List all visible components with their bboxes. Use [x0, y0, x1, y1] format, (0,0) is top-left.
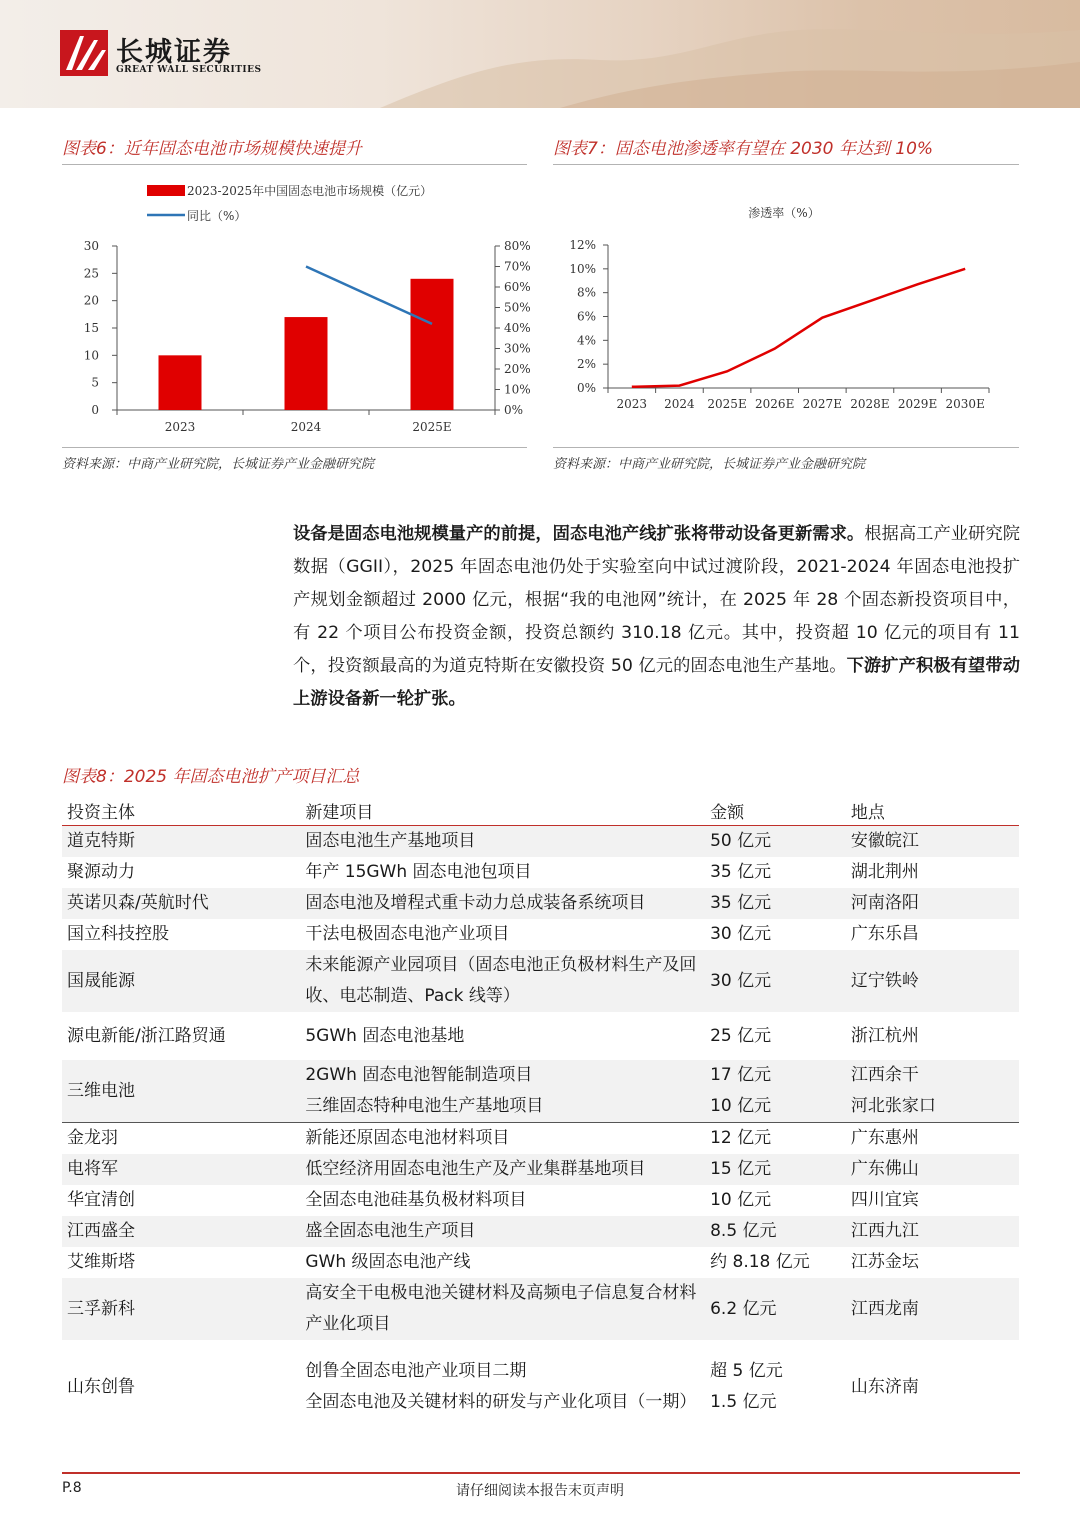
legend-bar-label: 2023-2025年中国固态电池市场规模（亿元） — [187, 184, 433, 198]
cell-investor: 江西盛全 — [62, 1216, 300, 1247]
y-left-tick-label: 25 — [83, 266, 99, 281]
great-wall-logo-icon — [60, 30, 108, 76]
cell-project: 固态电池及增程式重卡动力总成装备系统项目 — [300, 888, 705, 919]
y-left-tick-label: 0 — [91, 403, 99, 417]
figure6-bottom-rule — [62, 447, 527, 448]
cell-project: 5GWh 固态电池基地 — [305, 1025, 465, 1046]
cell-project-group — [300, 1340, 705, 1434]
cell-investor: 三孚新科 — [62, 1278, 300, 1340]
cell-amount: 6.2 亿元 — [705, 1278, 846, 1340]
footer-rule — [62, 1472, 1020, 1474]
cell-project: 干法电极固态电池产业项目 — [305, 924, 510, 944]
x-tick-label: 2025E — [707, 397, 747, 411]
cell-investor: 电将军 — [62, 1154, 300, 1185]
bar-2023 — [159, 355, 202, 410]
y-tick-label: 0% — [576, 381, 596, 395]
figure7-top-rule — [553, 164, 1019, 165]
cell-investor: 艾维斯塔 — [67, 1252, 135, 1272]
x-tick-label: 2026E — [755, 397, 795, 411]
y-left-tick-label: 15 — [83, 321, 99, 335]
company-name-en: GREAT WALL SECURITIES — [116, 65, 262, 75]
x-tick-label: 2030E — [945, 397, 985, 411]
cell-project-group — [300, 1060, 705, 1123]
cell-project: 低空经济用固态电池生产及产业集群基地项目 — [300, 1154, 705, 1185]
cell-location: 湖北荆州 — [850, 862, 919, 882]
cell-location: 安徽皖江 — [846, 826, 1019, 858]
chart7-title: 渗透率（%） — [748, 206, 820, 220]
legend-line-label: 同比（%） — [187, 209, 247, 223]
cell-project: 固态电池生产基地项目 — [300, 826, 705, 858]
table-row — [62, 857, 1019, 888]
figure7-chart — [553, 172, 1020, 442]
x-tick-label: 2024 — [290, 420, 322, 434]
projects-table — [62, 795, 1019, 1434]
y-tick-label: 4% — [576, 333, 596, 348]
cell-amount: 30 亿元 — [705, 950, 846, 1012]
cell-location: 江西余干 — [850, 1065, 919, 1085]
table-row — [62, 919, 1019, 950]
cell-location: 江西九江 — [846, 1216, 1019, 1247]
footer-disclaimer: 请仔细阅读本报告末页声明 — [456, 1483, 624, 1499]
table-row — [62, 888, 1019, 919]
y-tick-label: 6% — [576, 309, 596, 324]
y-tick-label: 10% — [569, 261, 596, 276]
cell-amount: 1.5 亿元 — [710, 1392, 777, 1412]
cell-location: 江西龙南 — [846, 1278, 1019, 1340]
table-row — [62, 1340, 1019, 1434]
cell-amount: 10 亿元 — [710, 1190, 772, 1210]
y-left-tick-label: 30 — [83, 239, 99, 253]
y-tick-label: 2% — [576, 357, 596, 372]
y-right-tick-label: 70% — [504, 259, 531, 274]
cell-investor: 英诺贝森/英航时代 — [62, 888, 300, 919]
cell-amount: 15 亿元 — [705, 1154, 846, 1185]
cell-location: 河南洛阳 — [846, 888, 1019, 919]
page-number: P.8 — [62, 1480, 82, 1496]
header-project: 新建项目 — [300, 795, 705, 826]
figure6-top-rule — [62, 164, 527, 165]
body-paragraph — [293, 518, 1020, 716]
cell-amount: 约 8.18 亿元 — [710, 1252, 810, 1272]
table-row — [62, 826, 1019, 858]
y-tick-label: 12% — [569, 238, 596, 252]
figure7-title: 图表7：固态电池渗透率有望在 2030 年达到 10% — [553, 139, 934, 159]
cell-project: 盛全固态电池生产项目 — [300, 1216, 705, 1247]
cell-location: 广东乐昌 — [850, 924, 919, 944]
paragraph-bold-tail: 下游扩产积极有望带动上游设备新一轮扩张。 — [293, 656, 1020, 709]
cell-amount: 30 亿元 — [710, 924, 772, 944]
y-right-tick-label: 80% — [504, 239, 531, 253]
table-row — [62, 1247, 1019, 1278]
cell-amount: 35 亿元 — [710, 862, 772, 882]
cell-location: 江苏金坛 — [850, 1252, 919, 1272]
cell-investor: 山东创鲁 — [67, 1376, 135, 1397]
company-name-cn: 长城证券 — [116, 37, 232, 68]
figure6-source: 资料来源：中商产业研究院，长城证券产业金融研究院 — [62, 457, 375, 472]
y-right-tick-label: 0% — [504, 403, 524, 417]
figure6-title: 图表6：近年固态电池市场规模快速提升 — [62, 139, 362, 159]
cell-project: 新能还原固态电池材料项目 — [305, 1128, 510, 1148]
table-row — [62, 1123, 1019, 1155]
cell-amount: 8.5 亿元 — [705, 1216, 846, 1247]
cell-project: 高安全干电极电池关键材料及高频电子信息复合材料产业化项目 — [300, 1278, 705, 1340]
cell-project: 年产 15GWh 固态电池包项目 — [305, 862, 532, 882]
y-right-tick-label: 10% — [504, 382, 531, 397]
cell-location: 广东佛山 — [846, 1154, 1019, 1185]
y-right-tick-label: 30% — [504, 341, 531, 356]
table-row — [62, 1278, 1019, 1340]
cell-location: 辽宁铁岭 — [846, 950, 1019, 1012]
cell-project: 创鲁全固态电池产业项目二期 — [305, 1361, 527, 1381]
cell-project: 三维固态特种电池生产基地项目 — [305, 1096, 544, 1116]
table-row — [62, 1154, 1019, 1185]
cell-amount: 17 亿元 — [710, 1065, 772, 1085]
bar-2025E — [411, 279, 454, 410]
figure7-source: 资料来源：中商产业研究院，长城证券产业金融研究院 — [553, 457, 866, 472]
header-investor: 投资主体 — [62, 795, 300, 826]
table-row — [62, 1185, 1019, 1216]
x-tick-label: 2027E — [802, 397, 842, 411]
x-tick-label: 2023 — [616, 397, 648, 411]
cell-location: 浙江杭州 — [850, 1025, 919, 1046]
cell-amount-group — [705, 1340, 846, 1434]
y-tick-label: 8% — [576, 285, 596, 300]
x-tick-label: 2028E — [850, 397, 890, 411]
cell-investor: 三维电池 — [62, 1060, 300, 1123]
cell-project: 2GWh 固态电池智能制造项目 — [305, 1065, 533, 1085]
y-left-tick-label: 20 — [83, 293, 99, 308]
x-tick-label: 2025E — [412, 420, 452, 434]
x-tick-label: 2023 — [164, 420, 196, 434]
table-header-row — [62, 795, 1019, 826]
cell-project: 未来能源产业园项目（固态电池正负极材料生产及回收、电芯制造、Pack 线等） — [300, 950, 705, 1012]
cell-project: GWh 级固态电池产线 — [305, 1252, 471, 1272]
penetration-line — [632, 269, 965, 387]
header-amount: 金额 — [705, 795, 846, 826]
cell-investor: 聚源动力 — [67, 862, 135, 882]
cell-location: 广东惠州 — [850, 1128, 919, 1148]
header-location: 地点 — [846, 795, 1019, 826]
figure7-bottom-rule — [553, 447, 1019, 448]
cell-location: 河北张家口 — [850, 1096, 936, 1116]
cell-amount: 超 5 亿元 — [710, 1361, 783, 1381]
cell-project: 全固态电池及关键材料的研发与产业化项目（一期） — [305, 1392, 697, 1412]
table-row — [62, 950, 1019, 1012]
cell-amount: 25 亿元 — [710, 1025, 772, 1046]
cell-location: 山东济南 — [850, 1376, 919, 1397]
bar-2024 — [285, 317, 328, 410]
header-banner — [0, 0, 1080, 108]
cell-amount: 50 亿元 — [705, 826, 846, 858]
cell-investor: 道克特斯 — [62, 826, 300, 858]
cell-investor: 华宜清创 — [67, 1190, 135, 1210]
cell-investor: 源电新能/浙江路贸通 — [67, 1025, 226, 1046]
table-title: 图表8：2025 年固态电池扩产项目汇总 — [62, 767, 360, 787]
cell-location-group — [846, 1060, 1019, 1123]
paragraph-body: 根据高工产业研究院数据（GGII），2025 年固态电池仍处于实验室向中试过渡阶段，2021-2024 年固态电池投扩产规划金额超过 2000 亿元，根据“我的电池网”统计，在 2025 年 28 个固态新投资项目中，有 22 个项目公布投资金额，投资总额约 310.18 亿元。其中，投资超 10 亿元的项目有 11 个，投资额最高的为道克特斯在安徽投资 50 亿元的固态电池生产基地。 — [293, 524, 1020, 676]
y-left-tick-label: 10 — [83, 348, 99, 363]
y-right-tick-label: 50% — [504, 300, 531, 315]
table-row — [62, 1216, 1019, 1247]
table-row — [62, 1012, 1019, 1060]
paragraph-bold-lead: 设备是固态电池规模量产的前提，固态电池产线扩张将带动设备更新需求。 — [293, 524, 865, 544]
cell-location: 四川宜宾 — [850, 1190, 919, 1210]
y-right-tick-label: 60% — [504, 280, 531, 294]
cell-amount: 10 亿元 — [710, 1096, 772, 1116]
cell-investor: 金龙羽 — [67, 1128, 118, 1148]
cell-amount: 35 亿元 — [705, 888, 846, 919]
cell-investor: 国晟能源 — [62, 950, 300, 1012]
x-tick-label: 2029E — [897, 397, 938, 411]
y-right-tick-label: 20% — [504, 362, 531, 376]
y-left-tick-label: 5 — [91, 375, 99, 390]
figure6-chart — [62, 172, 532, 442]
cell-project: 全固态电池硅基负极材料项目 — [305, 1190, 527, 1210]
cell-amount-group — [705, 1060, 846, 1123]
cell-amount: 12 亿元 — [710, 1128, 772, 1148]
table-row — [62, 1060, 1019, 1123]
x-tick-label: 2024 — [664, 397, 695, 411]
y-right-tick-label: 40% — [504, 321, 531, 335]
cell-investor: 国立科技控股 — [67, 924, 169, 944]
legend-bar-swatch — [147, 185, 185, 196]
